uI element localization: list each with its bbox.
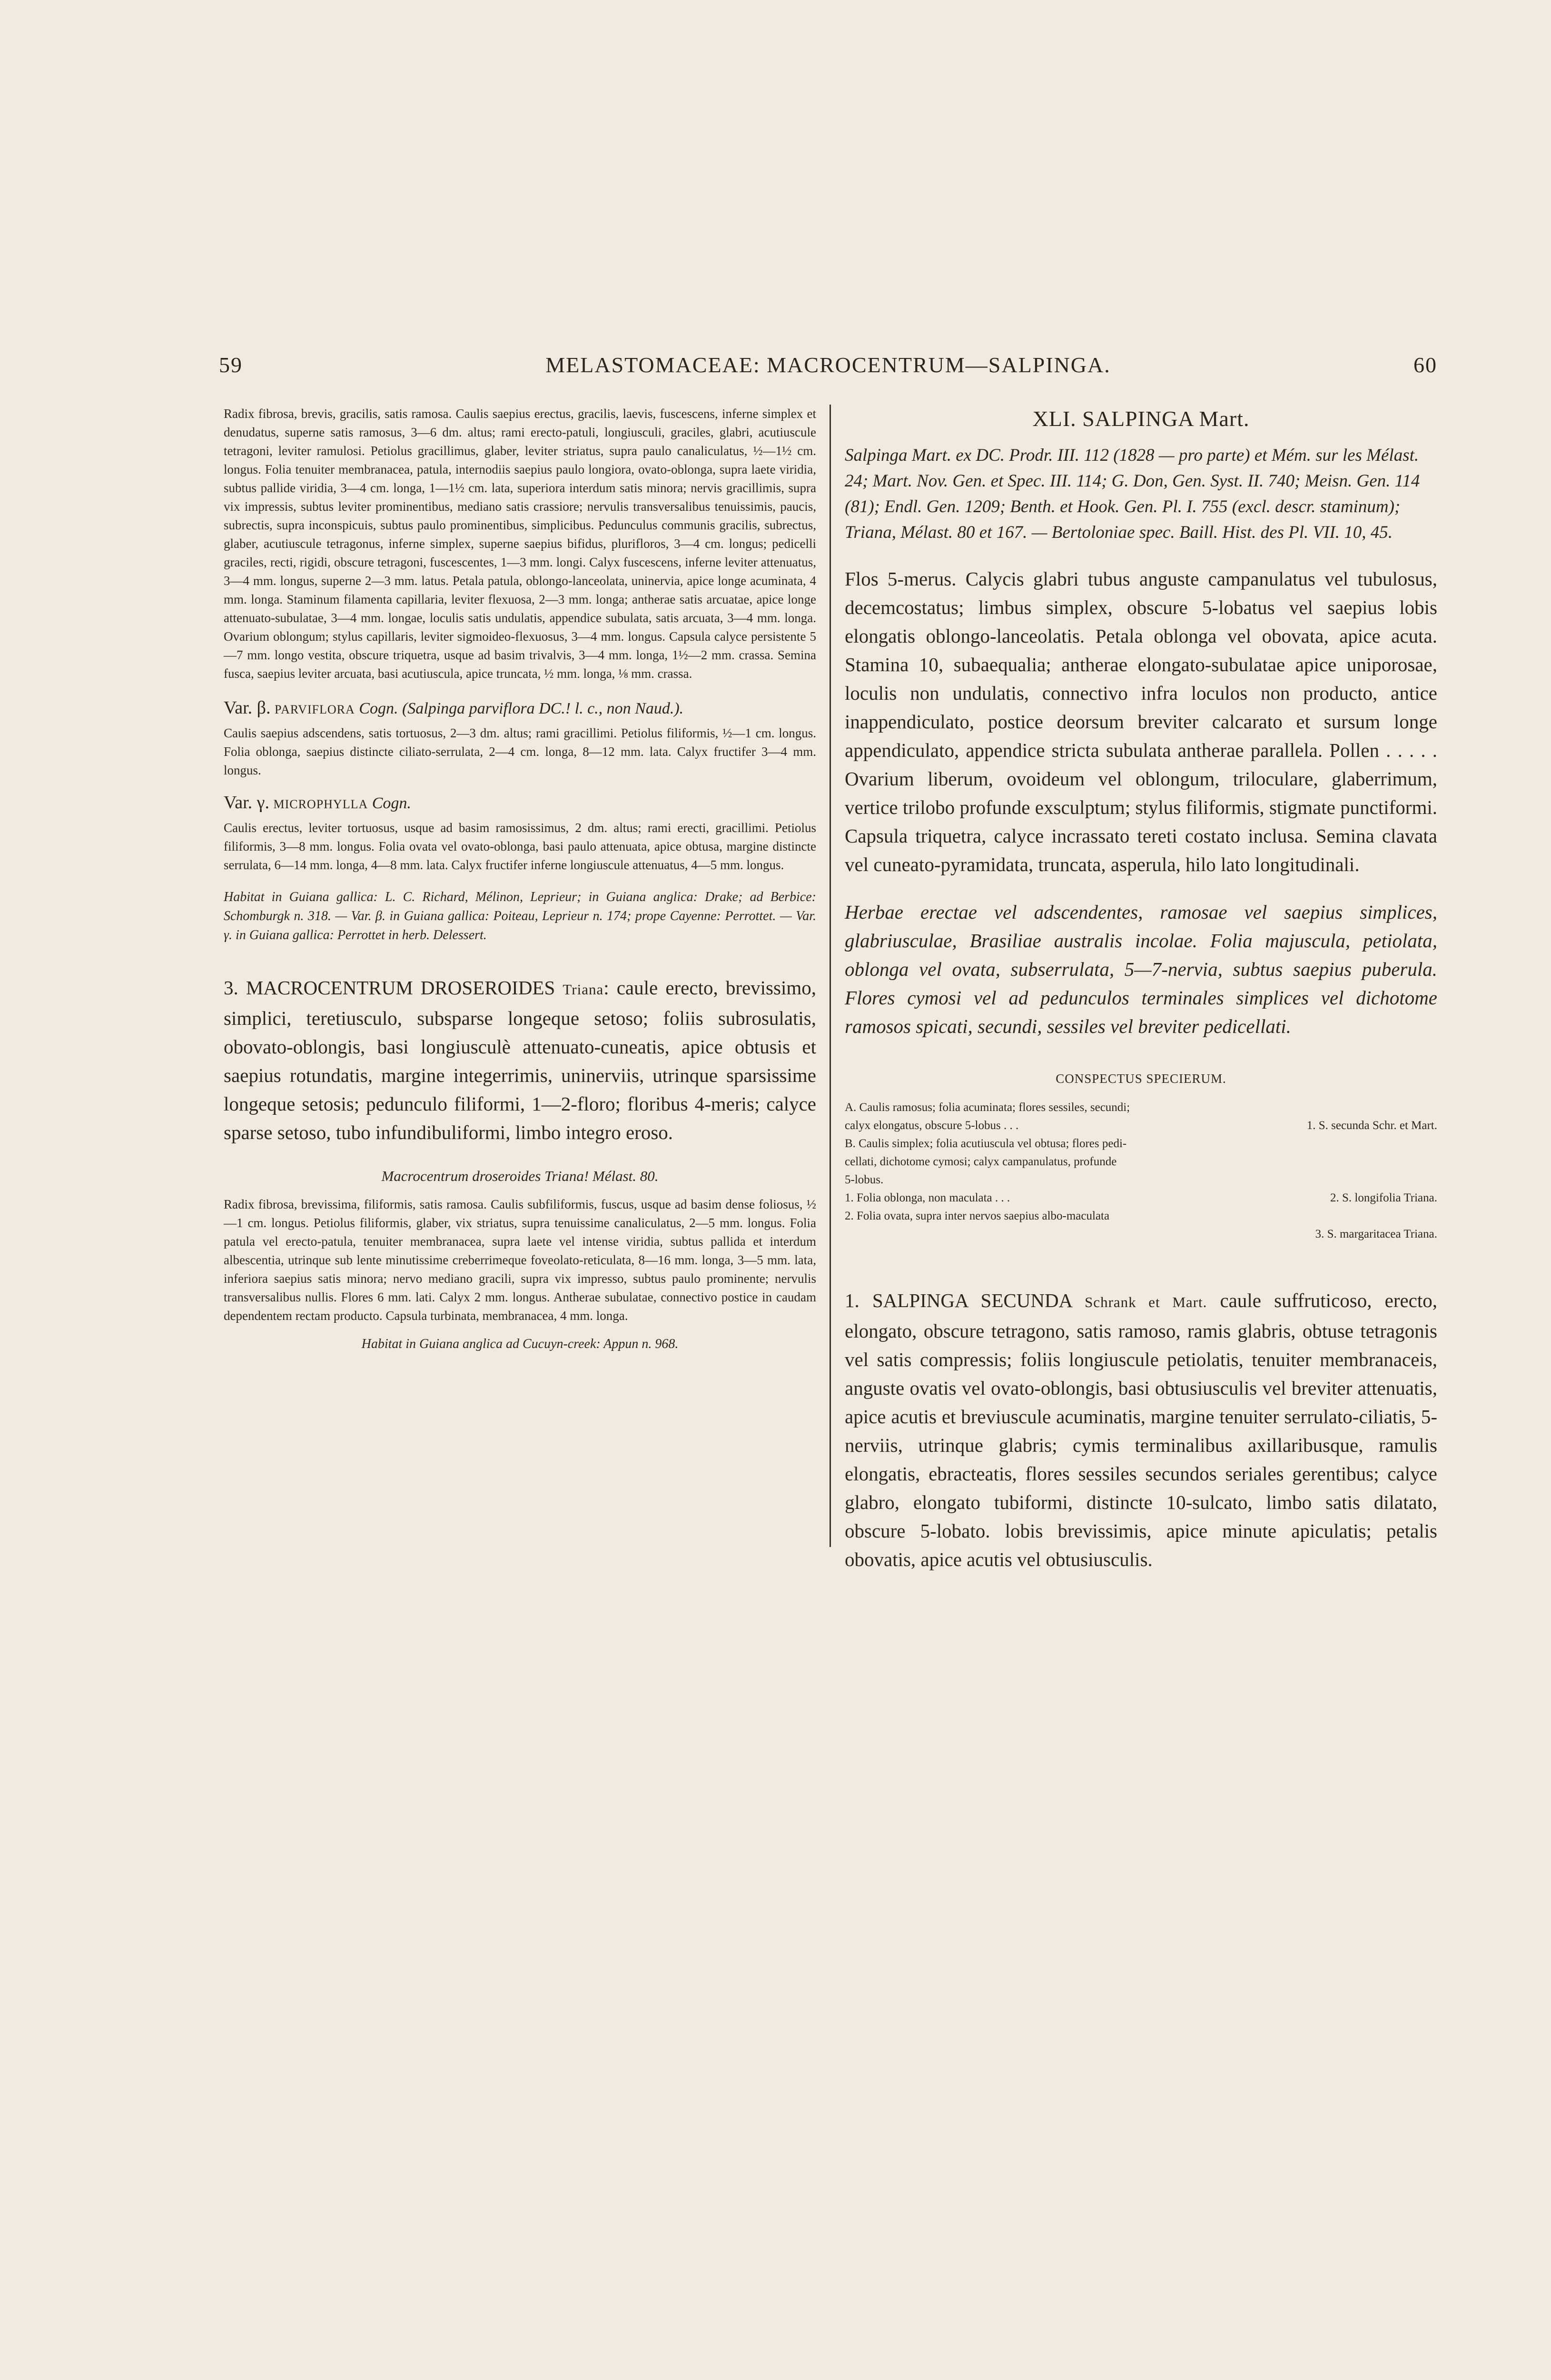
right-column [845, 405, 1437, 1574]
running-title: MELASTOMACEAE: MACROCENTRUM—SALPINGA. [545, 353, 1111, 377]
genus-diagnosis: Herbae erectae vel adscendentes, ramosae vel saepius simplices, glabriusculae, Brasiliae australis incolae. Folia majuscula, petiolata, oblonga vel ovata, subserrulata, 5—7-nervia, subtus saepius puberula. Flores cymosi vel ad pedunculos terminales simplices vel dichotome ramosos spicati, secundi, sessiles vel breviter pedicellati. [845, 901, 1437, 1037]
variety-gamma-heading: Var. γ. MICROPHYLLA Cogn. [224, 793, 411, 813]
key-line: 1. Folia oblonga, non maculata . . . 2. S. longifolia Triana. [845, 1191, 1437, 1204]
variety-gamma-description: Caulis erectus, leviter tortuosus, usque ad basim ramosissimus, 2 dm. altus; rami erecti, gracillimi. Petiolus filiformis, 3—8 mm. longus. Folia ovata vel ovato-oblonga, basi paulo attenuata, apice obtusa, margine distincte serrulata, 6—14 mm. longa, 4—8 mm. lata. Calyx fructifer inferne longiuscule attenuatus, 4—5 mm. longus. [224, 821, 816, 872]
key-line: 2. Folia ovata, supra inter nervos saepius albo-maculata [845, 1210, 1110, 1222]
key-line: A. Caulis ramosus; folia acuminata; flores sessiles, secundi; [845, 1101, 1130, 1114]
species-1-diagnosis: 1. SALPINGA SECUNDA Schrank et Mart. caule suffruticoso, erecto, elongato, obscure tetragono, satis ramoso, ramis glabris, obtuse tetragonis vel satis compressis; foliis longiuscule petiolatis, tenuiter membranaceis, anguste ovatis vel ovato-oblongis, basi obtusiusculis vel breviter attenuatis, apice acutis et breviuscule acuminatis, margine tenuiter serrulato-ciliatis, 5-nerviis, utrinque glabris; cymis terminalibus axillaribusque, ramulis elongatis, ebracteatis, flores sessiles secundos seriales gerentibus; calyce glabro, elongato tubiformi, distincte 10-sulcato, limbo satis dilatato, obscure 5-lobato. lobis brevissimis, apice minute apiculatis; petalis obovatis, apice acutis vel obtusiusculis. [845, 1289, 1438, 1570]
left-column [224, 405, 816, 1354]
species-description: Radix fibrosa, brevis, gracilis, satis ramosa. Caulis saepius erectus, gracilis, laevis, fuscescens, inferne simplex et denudatus, superne satis ramosus, 3—6 dm. altus; rami erecto-patuli, longiusculi, graciles, glabri, acutiuscule tetragoni, leviter ramulosi. Petiolus gracillimus, glaber, leviter striatus, supra paulo canaliculatus, ½—1½ cm. longus. Folia tenuiter membranacea, patula, internodiis saepius paulo longiora, ovato-oblonga, supra laete viridia, subtus pallide viridia, 3—4 cm. longa, 1—1½ cm. lata, superiora interdum satis minora; nervis gracillimis, supra vix impressis, subtus leviter prominentibus, mediano satis crassiore; nervulis transversalibus tenuissimis, paucis, subrectis, supra inconspicuis, subtus paulo prominentibus, simplicibus. Pedunculus communis gracilis, subrectus, glaber, acutiuscule tetragonus, inferne simplex, superne saepius bifidus, plurifloros, 3—4 cm. longus; pedicelli graciles, recti, rigidi, obscure tetragoni, fuscescentes, 1—3 mm. longi. Calyx fuscescens, inferne leviter attenuatus, 3—4 mm. longus, superne 2—3 mm. latus. Petala patula, oblongo-lanceolata, uninervia, apice longe acuminata, 4 mm. longa. Staminum filamenta capillaria, leviter flexuosa, 2—3 mm. longa; antherae satis arcuatae, apice longe attenuato-subulatae, 3—4 mm. longae, loculis satis undulatis, appendice subulata, satis arcuata, 3—4 mm. longa. Ovarium oblongum; stylus capillaris, leviter sigmoideo-flexuosus, 3—4 mm. longus. Capsula calyce persistente 5—7 mm. longo vestita, obscure triquetra, usque ad basim trivalvis, 3—4 mm. longa, 1½—2 mm. crassa. Semina fusca, saepius leviter arcuata, basi acutiuscula, apice truncata, ½ mm. longa, ⅛ mm. crassa. [224, 407, 816, 681]
running-header [219, 352, 1437, 386]
species-3-diagnosis: 3. MACROCENTRUM DROSEROIDES Triana: caule erecto, brevissimo, simplici, teretiusculo, subsparse longeque setoso; foliis subrosulatis, obovato-oblongis, basi longiusculè attenuato-cuneatis, apice obtusis et saepius rotundatis, margine integerrimis, uninerviis, utrinque sparsissime longeque setosis; pedunculo filiformi, 1—2-floro; floribus 4-meris; calyce sparse setoso, tubo infundibuliformi, limbo integro eroso. [224, 977, 817, 1143]
conspectus-title: CONSPECTUS SPECIERUM. [1056, 1071, 1226, 1086]
genus-references: Salpinga Mart. ex DC. Prodr. III. 112 (1828 — pro parte) et Mém. sur les Mélast. 24; Mart. Nov. Gen. et Spec. III. 114; G. Don, Gen. Syst. II. 740; Meisn. Gen. 114 (81); Endl. Gen. 1209; Benth. et Hook. Gen. Pl. I. 755 (excl. descr. staminum); Triana, Mélast. 80 et 167. — Bertoloniae spec. Baill. Hist. des Pl. VII. 10, 45. [845, 446, 1420, 542]
column-divider [830, 405, 831, 1547]
species-3-description: Radix fibrosa, brevissima, filiformis, satis ramosa. Caulis subfiliformis, fuscus, usque ad basim dense foliosus, ½—1 cm. longus. Petiolus filiformis, glaber, vix striatus, supra tenuissime canaliculatus, 2—5 mm. longus. Folia patula vel erecto-patula, tenuiter membranacea, supra laete vel intense viridia, subtus pallida et interdum albescentia, utrinque sub lente minutissime creberrimeque foveolato-reticulata, 8—16 mm. longa, 3—5 mm. lata, inferiora saepius satis minora; nervo mediano gracili, supra vix impresso, subtus paulo prominente; nervulis transversalibus nullis. Flores 6 mm. lati. Calyx 2 mm. longus. Antherae subulatae, connectivo postice in caudam dependentem rectam producto. Capsula turbinata, membranacea, 4 mm. longa. [224, 1197, 816, 1323]
species-key [845, 1099, 1437, 1243]
key-line: 3. S. margaritacea Triana. [1315, 1228, 1437, 1240]
genus-title: XLI. SALPINGA Mart. [1032, 407, 1250, 431]
variety-beta-heading: Var. β. PARVIFLORA Cogn. (Salpinga parviflora DC.! l. c., non Naud.). [224, 698, 684, 718]
key-line: B. Caulis simplex; folia acutiuscula vel obtusa; flores pedi- [845, 1137, 1127, 1150]
species-3-reference: Macrocentrum droseroides Triana! Mélast. 80. [381, 1168, 659, 1184]
habitat-note: Habitat in Guiana gallica: L. C. Richard, Mélinon, Leprieur; in Guiana anglica: Drake; ad Berbice: Schomburgk n. 318. — Var. β. in Guiana gallica: Poiteau, Leprieur n. 174; prope Cayenne: Perrottet. — Var. γ. in Guiana gallica: Perrottet in herb. Delessert. [224, 890, 816, 942]
key-line: 5-lobus. [845, 1173, 884, 1186]
page-number-left: 59 [219, 353, 243, 377]
species-3-habitat: Habitat in Guiana anglica ad Cucuyn-creek: Appun n. 968. [361, 1337, 679, 1351]
variety-beta-description: Caulis saepius adscendens, satis tortuosus, 2—3 dm. altus; rami gracillimi. Petiolus filiformis, ½—1 cm. longus. Folia oblonga, saepius distincte ciliato-serrulata, 2—4 cm. longa, 8—12 mm. lata. Calyx fructifer 3—4 mm. longus. [224, 726, 816, 777]
page-number-right: 60 [1413, 353, 1437, 377]
key-line: cellati, dichotome cymosi; calyx campanulatus, profunde [845, 1155, 1117, 1168]
genus-description: Flos 5-merus. Calycis glabri tubus anguste campanulatus vel tubulosus, decemcostatus; limbus simplex, obscure 5-lobatus vel saepius lobis elongatis oblongo-lanceolatis. Petala oblonga vel obovata, apice acuta. Stamina 10, subaequalia; antherae elongato-subulatae apice uniporosae, loculis non undulatis, connectivo infra loculos non producto, antice inappendiculato, postice deorsum breviter calcarato et sursum longe appendiculato, appendice stricta subulata antherae parallela. Pollen . . . . . Ovarium liberum, ovoideum vel oblongum, triloculare, glaberrimum, vertice trilobo profunde exsculptum; stylus filiformis, stigmate punctiformi. Capsula triquetra, calyce incrassato tereti costato inclusa. Semina clavata vel cuneato-pyramidata, truncata, asperula, hilo lato longitudinali. [845, 568, 1437, 875]
key-line: calyx elongatus, obscure 5-lobus . . . 1. S. secunda Schr. et Mart. [845, 1119, 1437, 1132]
